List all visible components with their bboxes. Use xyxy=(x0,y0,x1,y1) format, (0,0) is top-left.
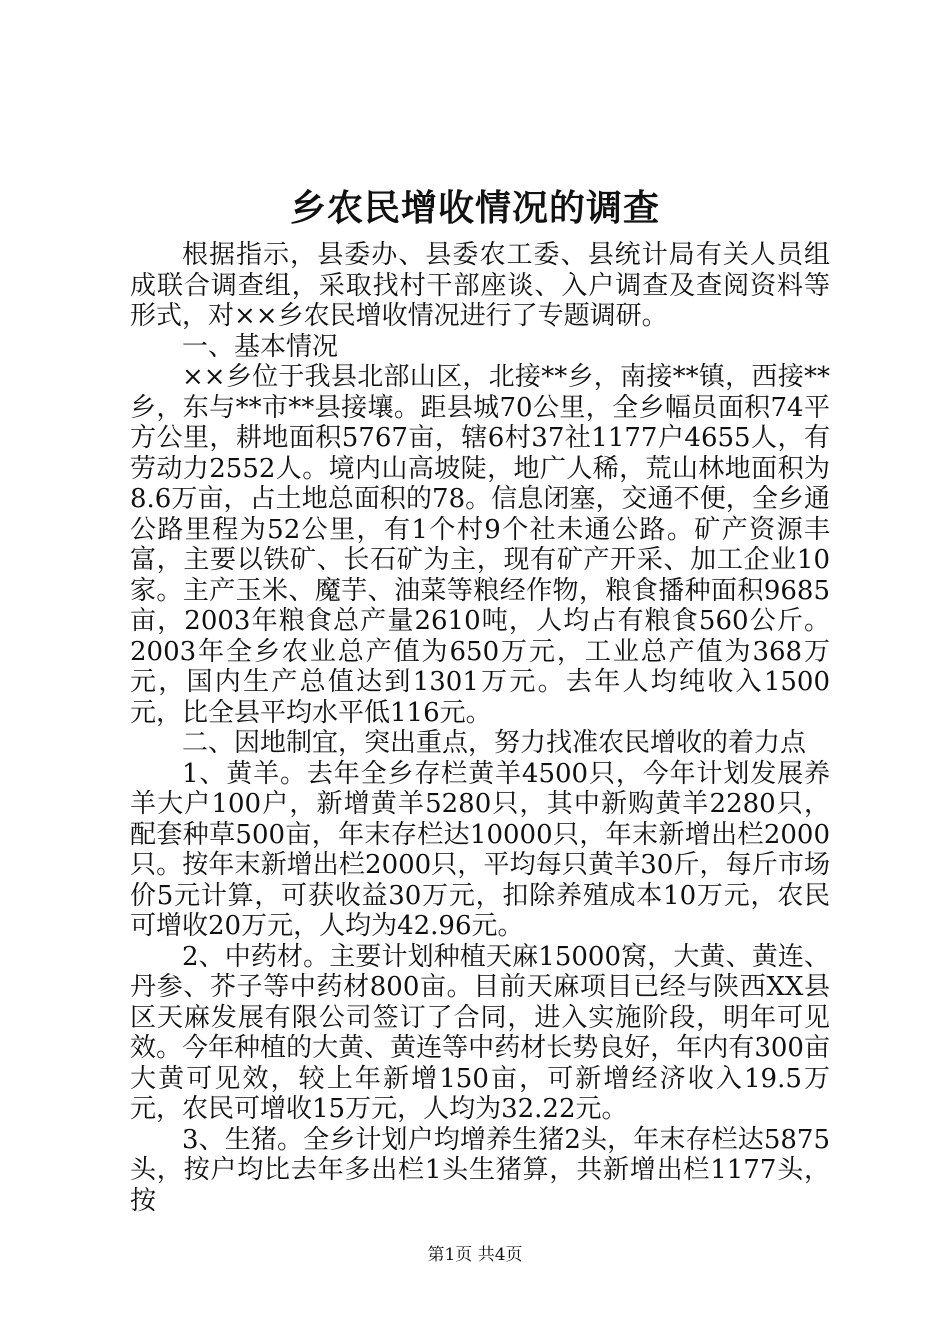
heading-basic-situation: 一、基本情况 xyxy=(182,331,339,362)
paragraph-intro: 根据指示，县委办、县委农工委、县统计局有关人员组成联合调查组，采取找村干部座谈、入户调查及查阅资料等形式，对××乡农民增收情况进行了专题调研。 xyxy=(130,240,830,331)
page-footer: 第1页 共4页 xyxy=(427,1245,523,1265)
document-title: 乡农民增收情况的调查 xyxy=(289,187,660,229)
document-body xyxy=(130,240,830,1216)
paragraph-goats: 1、黄羊。去年全乡存栏黄羊4500只，今年计划发展养羊大户100户，新增黄羊5280只，其中新购黄羊2280只，配套种草500亩，年末存栏达10000只，年末新增出栏2000只。按年末新增出栏2000只，平均每只黄羊30斤，每斤市场价5元计算，可获收益30万元，扣除养殖成本10万元，农民可增收20万元，人均为42.96元。 xyxy=(130,758,830,941)
paragraph-pigs: 3、生猪。全乡计划户均增养生猪2头，年末存栏达5875头，按户均比去年多出栏1头生猪算，共新增出栏1177头，按 xyxy=(130,1124,830,1216)
heading-key-points: 二、因地制宜，突出重点，努力找准农民增收的着力点 xyxy=(182,728,807,758)
paragraph-herbs: 2、中药材。主要计划种植天麻15000窝，大黄、黄连、丹参、芥子等中药材800亩。目前天麻项目已经与陕西XX县区天麻发展有限公司签订了合同，进入实施阶段，明年可见效。今年种植的大黄、黄连等中药材长势良好，年内有300亩大黄可见效，较上年新增150亩，可新增经济收入19.5万元，农民可增收15万元，人均为32.22元。 xyxy=(130,941,830,1124)
paragraph-basic-situation: ××乡位于我县北部山区，北接**乡，南接**镇，西接**乡，东与**市**县接壤。距县城70公里，全乡幅员面积74平方公里，耕地面积5767亩，辖6村37社1177户4655人，有劳动力2552人。境内山高坡陡，地广人稀，荒山林地面积为8.6万亩，占土地总面积的78。信息闭塞，交通不便，全乡通公路里程为52公里，有1个村9个社未通公路。矿产资源丰富，主要以铁矿、长石矿为主，现有矿产开采、加工企业10家。主产玉米、魔芋、油菜等粮经作物，粮食播种面积9685亩，2003年粮食总产量2610吨，人均占有粮食560公斤。2003年全乡农业总产值为650万元，工业总产值为368万元，国内生产总值达到1301万元。去年人均纯收入1500元，比全县平均水平低116元。 xyxy=(130,362,830,728)
